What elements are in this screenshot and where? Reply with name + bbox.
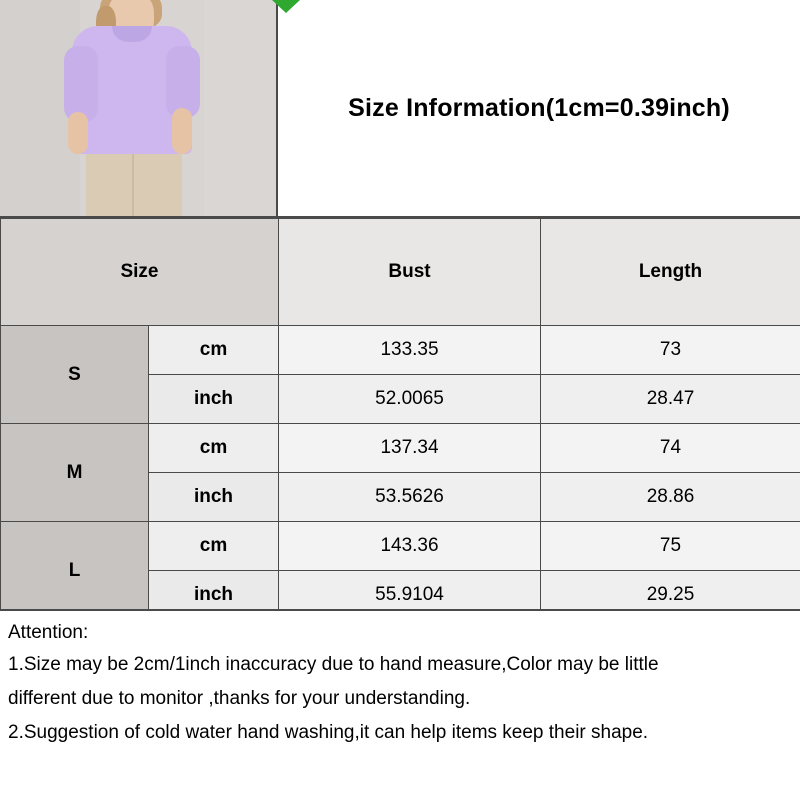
column-header-length: Length — [541, 219, 800, 326]
length-cm-l: 75 — [541, 522, 800, 571]
unit-inch-s: inch — [149, 375, 279, 424]
attention-line-2: different due to monitor ,thanks for your understanding. — [8, 688, 471, 709]
table-row — [1, 424, 800, 473]
bust-cm-m: 137.34 — [279, 424, 541, 473]
model-trousers-seam — [132, 150, 134, 216]
table-row — [1, 326, 800, 375]
header-band — [0, 0, 800, 218]
product-photo-illustration — [0, 0, 276, 216]
column-header-bust: Bust — [279, 219, 541, 326]
bust-inch-s: 52.0065 — [279, 375, 541, 424]
length-inch-l: 29.25 — [541, 571, 800, 620]
length-inch-m: 28.86 — [541, 473, 800, 522]
attention-block — [0, 609, 800, 800]
unit-cm-s: cm — [149, 326, 279, 375]
photo-background-right — [204, 0, 276, 216]
bust-cm-l: 143.36 — [279, 522, 541, 571]
green-triangle-icon — [272, 0, 300, 13]
unit-cm-m: cm — [149, 424, 279, 473]
unit-inch-m: inch — [149, 473, 279, 522]
attention-heading: Attention: — [8, 622, 89, 643]
model-arm-left — [68, 112, 88, 154]
table-row — [1, 522, 800, 571]
bust-inch-l: 55.9104 — [279, 571, 541, 620]
model-arm-right — [172, 108, 192, 154]
table-header-row — [1, 219, 800, 326]
unit-inch-l: inch — [149, 571, 279, 620]
length-cm-m: 74 — [541, 424, 800, 473]
product-photo — [0, 0, 278, 216]
attention-line-1: 1.Size may be 2cm/1inch inaccuracy due to hand measure,Color may be little — [8, 654, 659, 675]
model-tshirt-sleeve-left — [64, 46, 98, 122]
bust-cm-s: 133.35 — [279, 326, 541, 375]
title-cell — [278, 0, 800, 216]
bust-inch-m: 53.5626 — [279, 473, 541, 522]
size-label-l: L — [1, 522, 149, 620]
page-title: Size Information(1cm=0.39inch) — [348, 93, 730, 122]
size-label-s: S — [1, 326, 149, 424]
size-table — [0, 218, 800, 620]
column-header-size: Size — [1, 219, 279, 326]
attention-line-3: 2.Suggestion of cold water hand washing,it can help items keep their shape. — [8, 722, 649, 743]
size-label-m: M — [1, 424, 149, 522]
length-cm-s: 73 — [541, 326, 800, 375]
length-inch-s: 28.47 — [541, 375, 800, 424]
unit-cm-l: cm — [149, 522, 279, 571]
